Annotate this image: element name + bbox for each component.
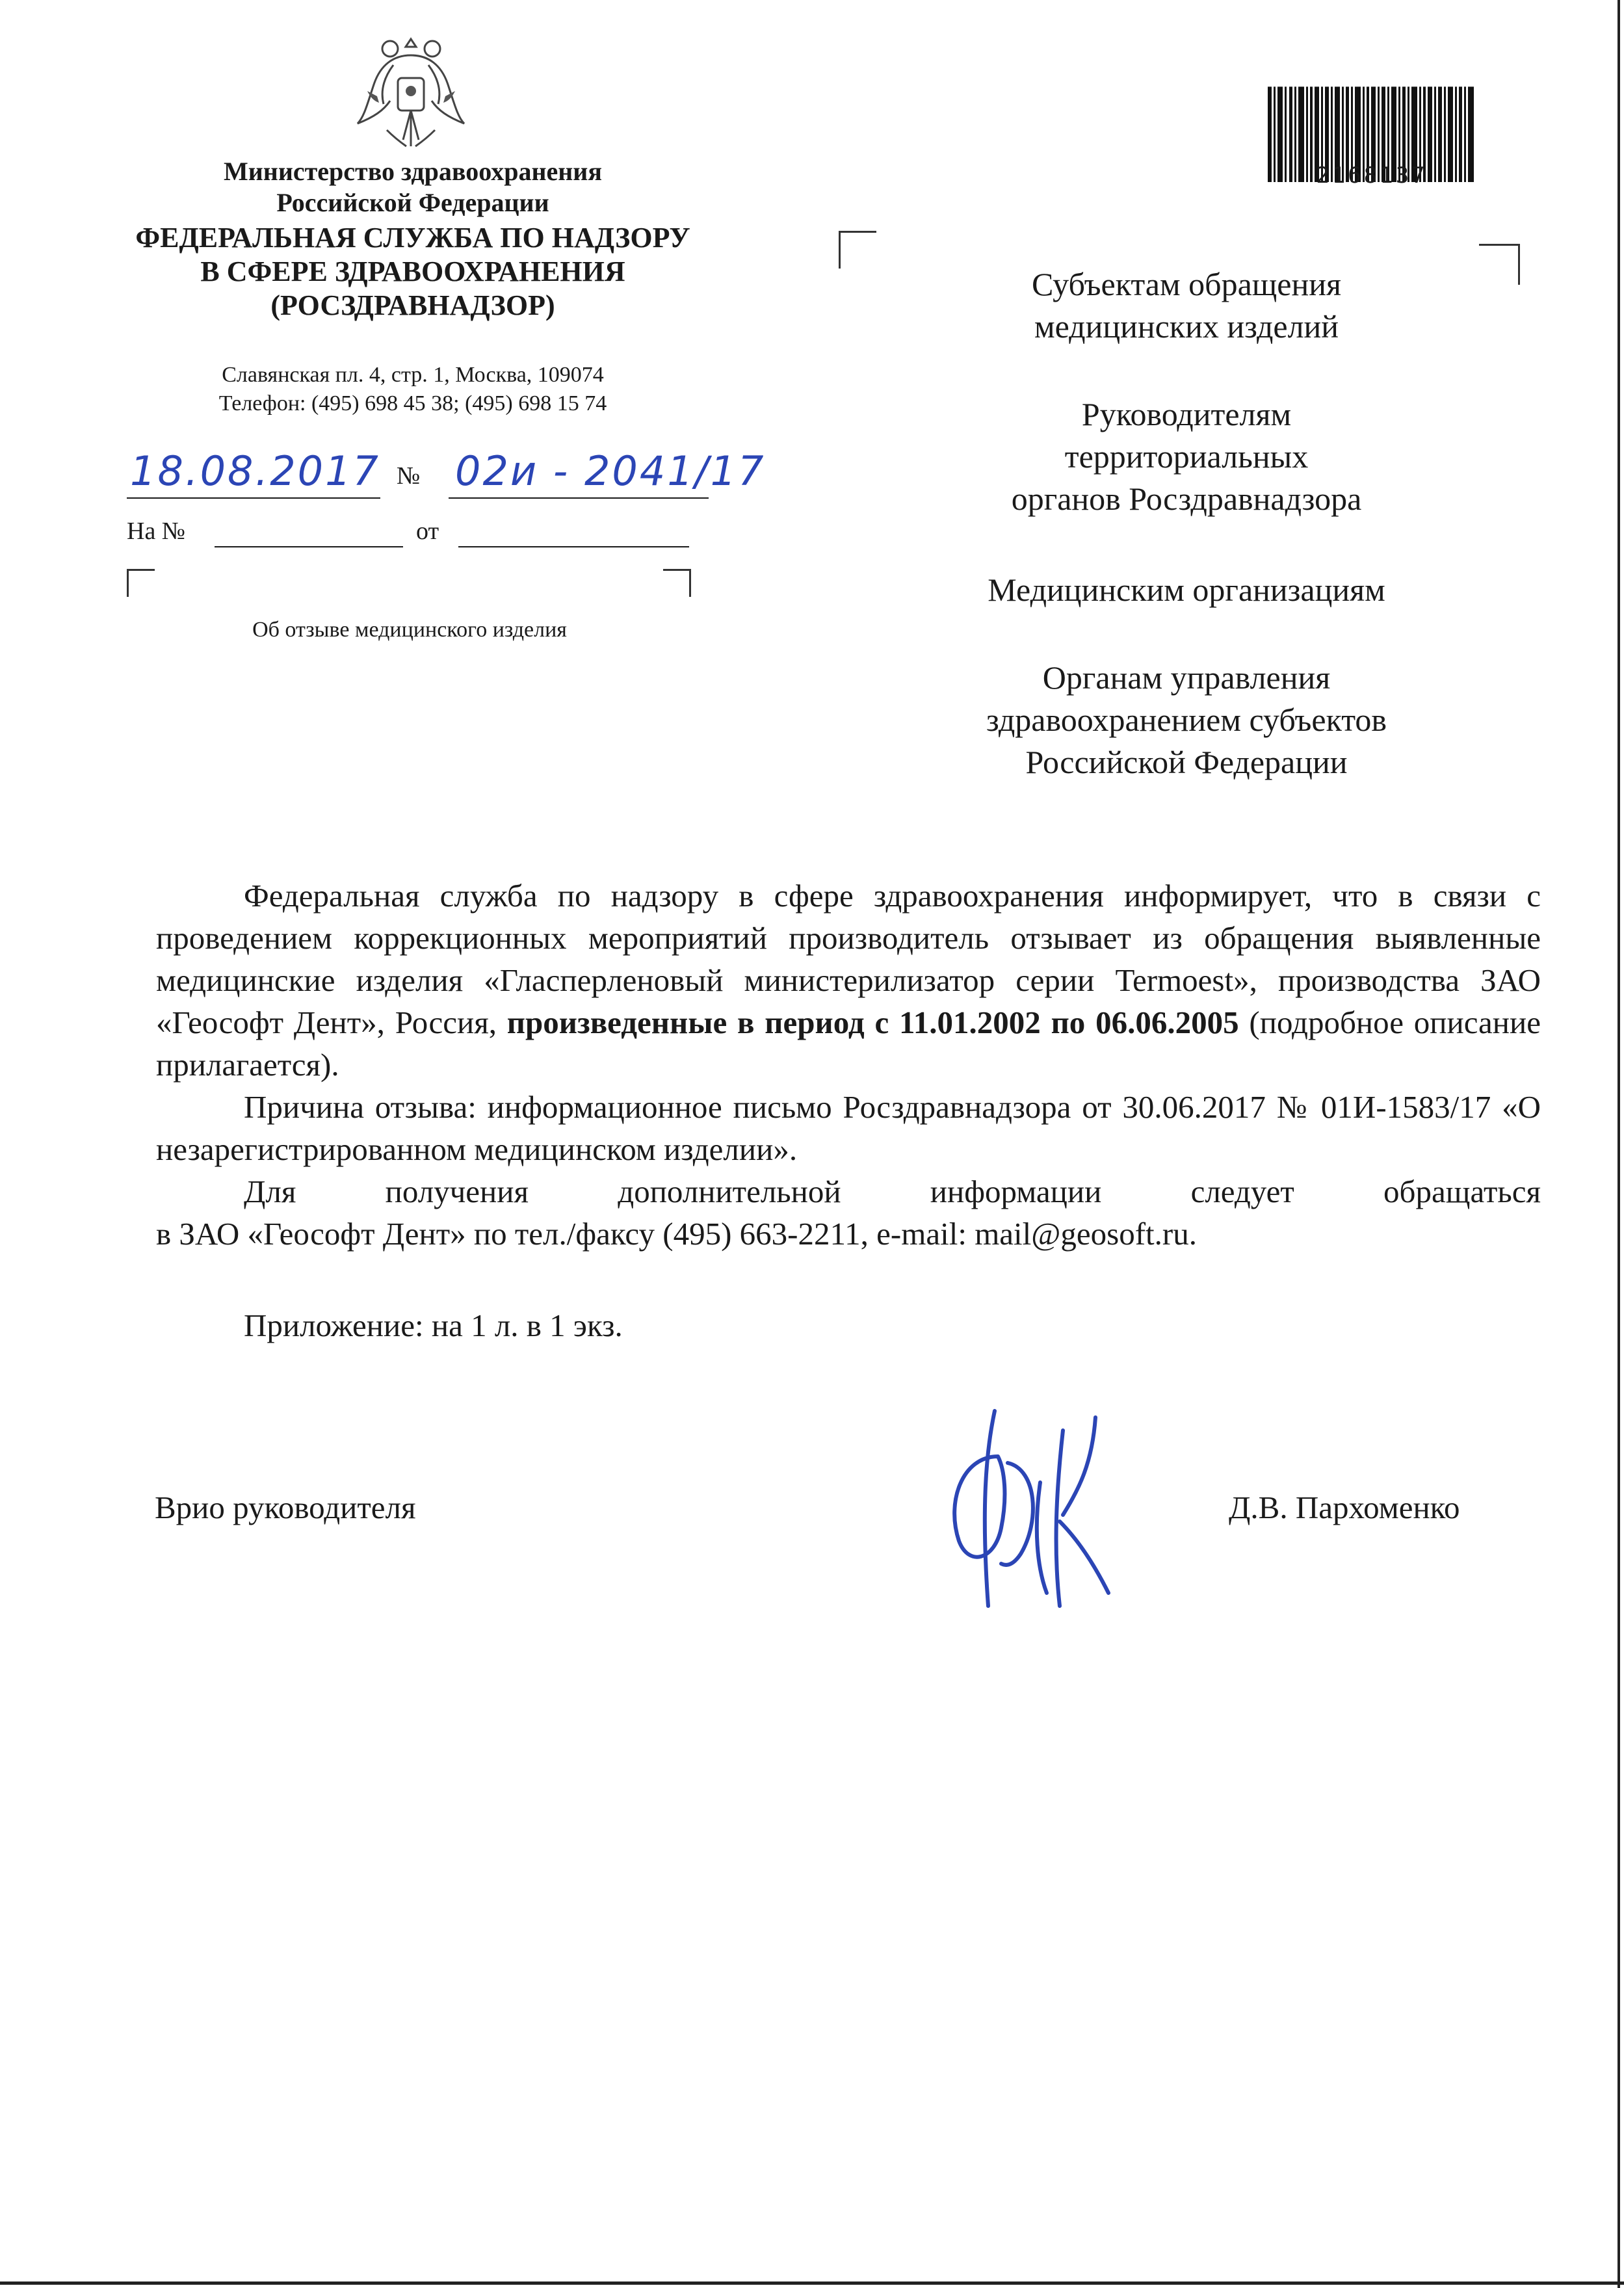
recipient-2-line-2: территориальных xyxy=(1064,438,1309,475)
page-edge-bottom xyxy=(0,2281,1624,2285)
recipient-4-line-2: здравоохранением субъектов xyxy=(986,702,1387,738)
letter-subject: Об отзыве медицинского изделия xyxy=(252,618,567,642)
page-edge-right xyxy=(1617,0,1620,2288)
russian-eagle-emblem-icon xyxy=(354,26,468,153)
barcode-number: 2168137 xyxy=(1316,163,1428,189)
registration-no-label: № xyxy=(397,462,421,490)
registration-date: 18.08.2017 xyxy=(130,447,380,495)
number-underline xyxy=(449,497,709,499)
address-line-2: Телефон: (495) 698 45 38; (495) 698 15 74 xyxy=(218,391,607,415)
date-underline xyxy=(127,497,380,499)
body-paragraph-1 xyxy=(156,874,1541,1086)
p1-end: (подробное описание прилагается). xyxy=(156,1005,1541,1083)
recipient-3-line-1: Медицинским организациям xyxy=(988,572,1385,608)
p1-start: Федеральная служба по надзору в сфере здравоохранения информирует, что в связи с проведением коррекционных мероприятий производитель отзывает из обращения выявленные медицинские изделия «Гласперленовый министерилизатор серии Termoest», производства ЗАО «Геософт Дент», Россия, xyxy=(156,878,1541,1040)
recipient-4-line-3: Российской Федерации xyxy=(1025,744,1348,780)
service-line-1: ФЕДЕРАЛЬНАЯ СЛУЖБА ПО НАДЗОРУ xyxy=(135,222,690,254)
reply-no-underline xyxy=(215,546,403,547)
address-bracket-right xyxy=(1479,244,1520,285)
service-name xyxy=(98,221,728,322)
reply-from-underline xyxy=(458,546,689,547)
registration-number: 02и - 2041/17 xyxy=(455,447,766,495)
handwritten-signature-icon xyxy=(923,1398,1131,1619)
recipient-4-line-1: Органам управления xyxy=(1042,659,1331,696)
ministry-name xyxy=(137,156,689,218)
ministry-line-1: Министерство здравоохранения xyxy=(224,157,602,186)
signatory-name: Д.В. Пархоменко xyxy=(1229,1490,1460,1525)
recipient-1-line-1: Субъектам обращения xyxy=(1032,266,1341,302)
recipient-1 xyxy=(910,263,1463,348)
recipient-2-line-1: Руководителям xyxy=(1081,396,1292,432)
subject-bracket-right xyxy=(663,569,691,597)
recipient-2-line-3: органов Росздравнадзора xyxy=(1011,480,1362,517)
ministry-line-2: Российской Федерации xyxy=(276,188,549,217)
address xyxy=(98,361,728,418)
address-line-1: Славянская пл. 4, стр. 1, Москва, 109074 xyxy=(222,363,604,387)
body-paragraph-2: Причина отзыва: информационное письмо Росздравнадзора от 30.06.2017 № 01И-1583/17 «О незарегистрированном медицинском изделии». xyxy=(156,1089,1541,1167)
body-paragraph-3-line-1: Для получения дополнительной информации следует обращаться xyxy=(244,1174,1541,1209)
address-bracket-left xyxy=(839,231,876,269)
recipient-3 xyxy=(910,569,1463,611)
service-line-2: В СФЕРЕ ЗДРАВООХРАНЕНИЯ xyxy=(200,256,625,287)
letter-body xyxy=(156,874,1541,1255)
reply-from-label: от xyxy=(416,518,439,545)
service-line-3: (РОСЗДРАВНАДЗОР) xyxy=(270,289,555,321)
p1-bold-period: произведенные в период с 11.01.2002 по 06.06.2005 xyxy=(506,1005,1239,1040)
subject-bracket-left xyxy=(127,569,155,597)
body-paragraph-3-line-2: в ЗАО «Геософт Дент» по тел./факсу (495) 663-2211, e-mail: mail@geosoft.ru. xyxy=(156,1216,1197,1252)
attachment-note: Приложение: на 1 л. в 1 экз. xyxy=(244,1308,623,1343)
signatory-position: Врио руководителя xyxy=(155,1490,416,1525)
recipient-2 xyxy=(910,393,1463,520)
reply-no-label: На № xyxy=(127,518,186,545)
recipient-4 xyxy=(910,657,1463,783)
recipient-1-line-2: медицинских изделий xyxy=(1034,308,1339,345)
